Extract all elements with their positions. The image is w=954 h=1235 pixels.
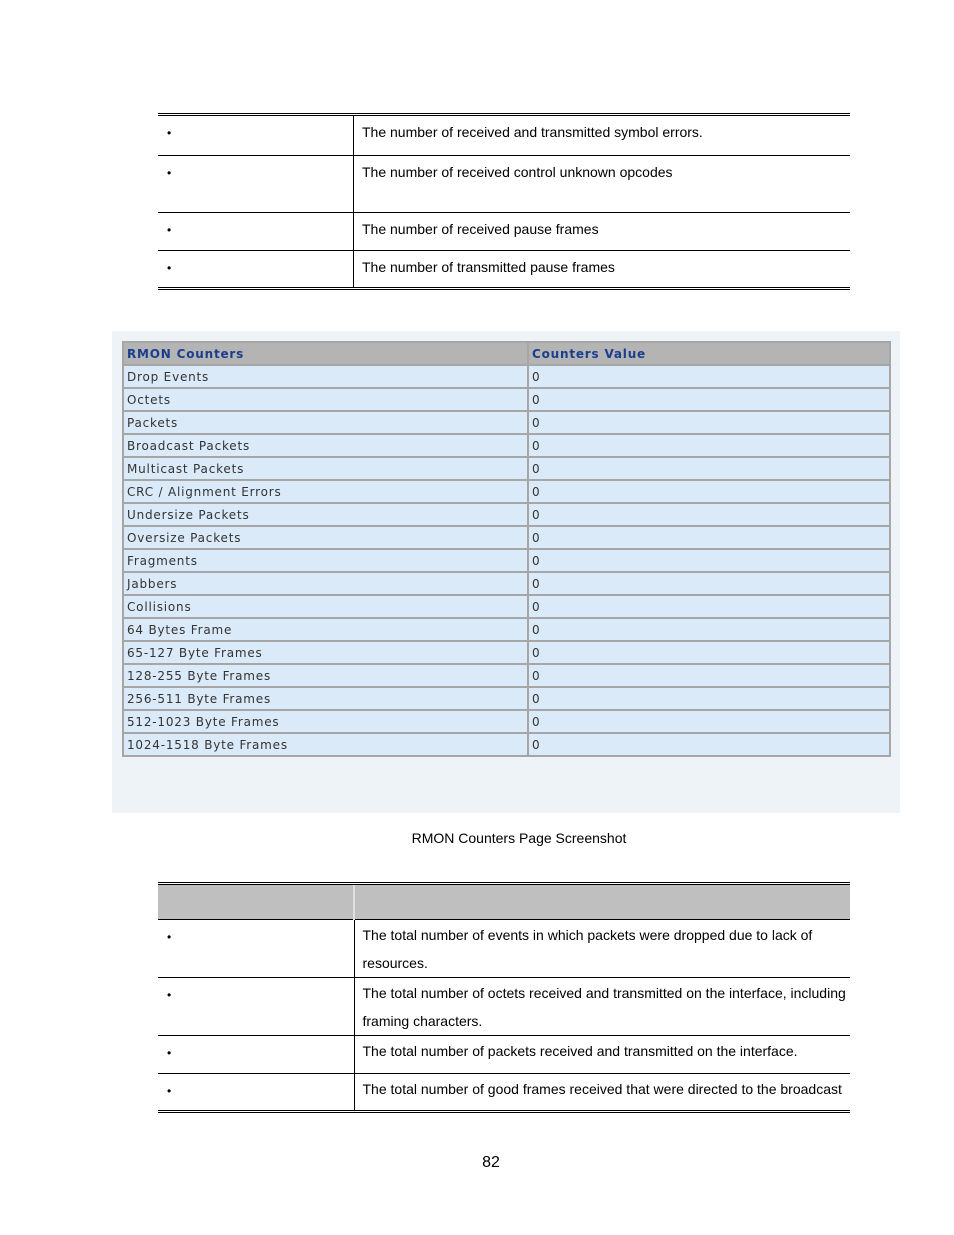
description-cell: The number of transmitted pause frames xyxy=(362,259,615,275)
table-row xyxy=(123,526,890,549)
description-row xyxy=(158,1074,850,1112)
table-row xyxy=(123,503,890,526)
counter-name: 512-1023 Byte Frames xyxy=(123,710,528,733)
table-row xyxy=(123,641,890,664)
bullet: • xyxy=(167,988,172,1002)
counter-name: Fragments xyxy=(123,549,528,572)
counter-name: Collisions xyxy=(123,595,528,618)
rmon-counters-table xyxy=(122,341,891,757)
description-row xyxy=(158,156,850,213)
table-header-row xyxy=(123,342,890,365)
table-row xyxy=(123,733,890,756)
counter-name: Broadcast Packets xyxy=(123,434,528,457)
table-row xyxy=(123,480,890,503)
counter-name: Multicast Packets xyxy=(123,457,528,480)
column-header-counter: RMON Counters xyxy=(123,342,528,365)
figure-caption: RMON Counters Page Screenshot xyxy=(411,830,627,846)
bottom-description-table xyxy=(158,882,850,1113)
bullet-cell xyxy=(158,1074,354,1112)
counter-value: 0 xyxy=(528,595,890,618)
description-row xyxy=(158,251,850,289)
bullet-cell xyxy=(158,115,354,156)
description-cell: The number of received control unknown opcodes xyxy=(354,156,851,213)
bullet: • xyxy=(167,261,172,275)
counter-value: 0 xyxy=(528,526,890,549)
table-row xyxy=(123,365,890,388)
column-header-value: Counters Value xyxy=(528,342,890,365)
counter-name: 65-127 Byte Frames xyxy=(123,641,528,664)
bullet-cell xyxy=(158,978,354,1036)
table-row xyxy=(123,687,890,710)
description-cell: The total number of packets received and transmitted on the interface. xyxy=(354,1036,850,1074)
counter-value: 0 xyxy=(528,618,890,641)
bullet: • xyxy=(167,1046,172,1060)
counter-value: 0 xyxy=(528,480,890,503)
table-row xyxy=(123,710,890,733)
rmon-screenshot-panel xyxy=(112,331,900,813)
header-cell-description xyxy=(354,884,850,920)
counter-value: 0 xyxy=(528,687,890,710)
counter-value: 0 xyxy=(528,664,890,687)
description-cell: The total number of events in which packets were dropped due to lack of resources. xyxy=(354,920,850,978)
bullet: • xyxy=(167,1084,172,1098)
bullet: • xyxy=(167,930,172,944)
table-row xyxy=(123,411,890,434)
counter-value: 0 xyxy=(528,641,890,664)
counter-value: 0 xyxy=(528,549,890,572)
table-row xyxy=(123,618,890,641)
counter-value: 0 xyxy=(528,457,890,480)
counter-value: 0 xyxy=(528,434,890,457)
counter-value: 0 xyxy=(528,365,890,388)
counter-value: 0 xyxy=(528,710,890,733)
table-header-row xyxy=(158,884,850,920)
counter-name: 128-255 Byte Frames xyxy=(123,664,528,687)
bullet: • xyxy=(167,126,172,140)
bullet: • xyxy=(167,223,172,237)
counter-name: Undersize Packets xyxy=(123,503,528,526)
counter-name: Packets xyxy=(123,411,528,434)
description-row xyxy=(158,978,850,1036)
counter-value: 0 xyxy=(528,411,890,434)
page-number: 82 xyxy=(482,1154,500,1171)
table-row xyxy=(123,664,890,687)
counter-name: 64 Bytes Frame xyxy=(123,618,528,641)
table-row xyxy=(123,572,890,595)
bullet-cell xyxy=(158,156,354,213)
description-row xyxy=(158,115,850,156)
header-cell-parameter xyxy=(158,884,354,920)
description-row xyxy=(158,1036,850,1074)
counter-value: 0 xyxy=(528,388,890,411)
table-row xyxy=(123,595,890,618)
description-cell: The total number of octets received and transmitted on the interface, including framing characters. xyxy=(354,978,850,1036)
counter-name: Oversize Packets xyxy=(123,526,528,549)
rmon-table-body xyxy=(123,365,890,756)
table-row xyxy=(123,388,890,411)
counter-name: 256-511 Byte Frames xyxy=(123,687,528,710)
counter-name: Octets xyxy=(123,388,528,411)
bullet-cell xyxy=(158,1036,354,1074)
top-description-table xyxy=(158,113,850,290)
counter-value: 0 xyxy=(528,572,890,595)
counter-name: Jabbers xyxy=(123,572,528,595)
description-cell: The number of received and transmitted symbol errors. xyxy=(354,115,851,156)
description-row xyxy=(158,213,850,251)
description-cell: The number of received pause frames xyxy=(354,213,851,251)
description-row xyxy=(158,920,850,978)
counter-name: Drop Events xyxy=(123,365,528,388)
counter-name: 1024-1518 Byte Frames xyxy=(123,733,528,756)
bullet-cell xyxy=(158,920,354,978)
counter-value: 0 xyxy=(528,733,890,756)
table-row xyxy=(123,434,890,457)
bullet-cell xyxy=(158,251,354,289)
counter-name: CRC / Alignment Errors xyxy=(123,480,528,503)
bullet: • xyxy=(167,166,172,180)
counter-value: 0 xyxy=(528,503,890,526)
bullet-cell xyxy=(158,213,354,251)
description-cell: The total number of good frames received that were directed to the broadcast xyxy=(362,1081,842,1097)
table-row xyxy=(123,457,890,480)
table-row xyxy=(123,549,890,572)
